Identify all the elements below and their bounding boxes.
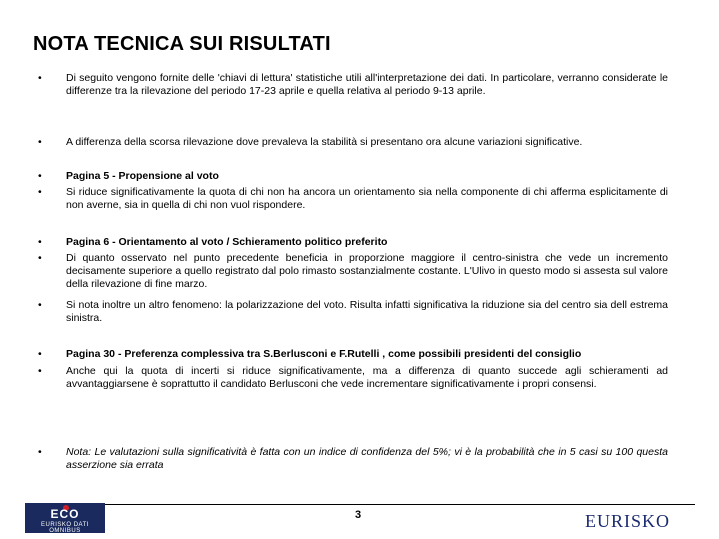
- eco-logo-subtext: EURISKO DATI OMNIBUS: [41, 522, 89, 534]
- bullet-icon: •: [38, 299, 42, 311]
- bullet-icon: •: [38, 348, 42, 360]
- bullet-icon: •: [38, 252, 42, 264]
- bullet-icon: •: [38, 186, 42, 198]
- item-text: Si nota inoltre un altro fenomeno: la polarizzazione del voto. Risulta infatti significativa la riduzione sia del centro sia dell estrema sinistra.: [66, 299, 668, 324]
- item-text: Pagina 30 - Preferenza complessiva tra S.Berlusconi e F.Rutelli , come possibili presidenti del consiglio: [66, 348, 582, 360]
- page-title: NOTA TECNICA SUI RISULTATI: [33, 33, 331, 55]
- section-heading: [38, 236, 668, 249]
- page-number: 3: [355, 509, 362, 521]
- item-text: Si riduce significativamente la quota di chi non ha ancora un orientamento sia nella componente di chi afferma esplicitamente di non averne, sia in quella di chi non vuol rispondere.: [66, 186, 668, 211]
- bullet-icon: •: [38, 136, 42, 148]
- item-text: Pagina 6 - Orientamento al voto / Schieramento politico preferito: [66, 236, 388, 248]
- bullet-icon: •: [38, 72, 42, 84]
- item-text: Nota: Le valutazioni sulla significatività è fatta con un indice di confidenza del 5%; vi è la probabilità che in 5 casi su 100 questa asserzione sia errata: [66, 446, 668, 471]
- bullet-icon: •: [38, 170, 42, 182]
- eco-logo: [25, 503, 105, 533]
- item-text: Di seguito vengono fornite delle 'chiavi di lettura' statistiche utili all'interpretazione dei dati. In particolare, verranno considerate le differenze tra la rilevazione del periodo 17-23 aprile e quella relativa al periodo 9-13 aprile.: [66, 72, 668, 97]
- section-heading: [38, 348, 668, 361]
- item-text: Pagina 5 - Propensione al voto: [66, 170, 219, 182]
- eco-logo-text: ECO: [50, 507, 80, 521]
- item-text: A differenza della scorsa rilevazione dove prevaleva la stabilità si presentano ora alcune variazioni significative.: [66, 136, 583, 148]
- item-text: Anche qui la quota di incerti si riduce significativamente, ma a differenza di quanto succede agli schieramenti ad avvantaggiarsene è soprattutto il candidato Berlusconi che vede incrementare significativamente i propri consensi.: [66, 365, 668, 390]
- bullet-icon: •: [38, 365, 42, 377]
- list-item: [38, 299, 668, 325]
- list-item: [38, 252, 668, 291]
- list-item: [38, 136, 668, 149]
- note-item: [38, 446, 668, 472]
- eurisko-logo: EURISKO: [585, 511, 671, 531]
- list-item: [38, 365, 668, 391]
- bullet-icon: •: [38, 236, 42, 248]
- bullet-icon: •: [38, 446, 42, 458]
- footer-divider: [104, 504, 695, 505]
- list-item: [38, 186, 668, 212]
- list-item: [38, 72, 668, 98]
- section-heading: [38, 170, 668, 183]
- item-text: Di quanto osservato nel punto precedente beneficia in proporzione maggiore il centro-sinistra che vede un incremento decisamente superiore a quello registrato dal polo rimasto sostanzialmente costante. L'Ulivo in questo modo si assesta sul valore della rilevazione di fine marzo.: [66, 252, 668, 290]
